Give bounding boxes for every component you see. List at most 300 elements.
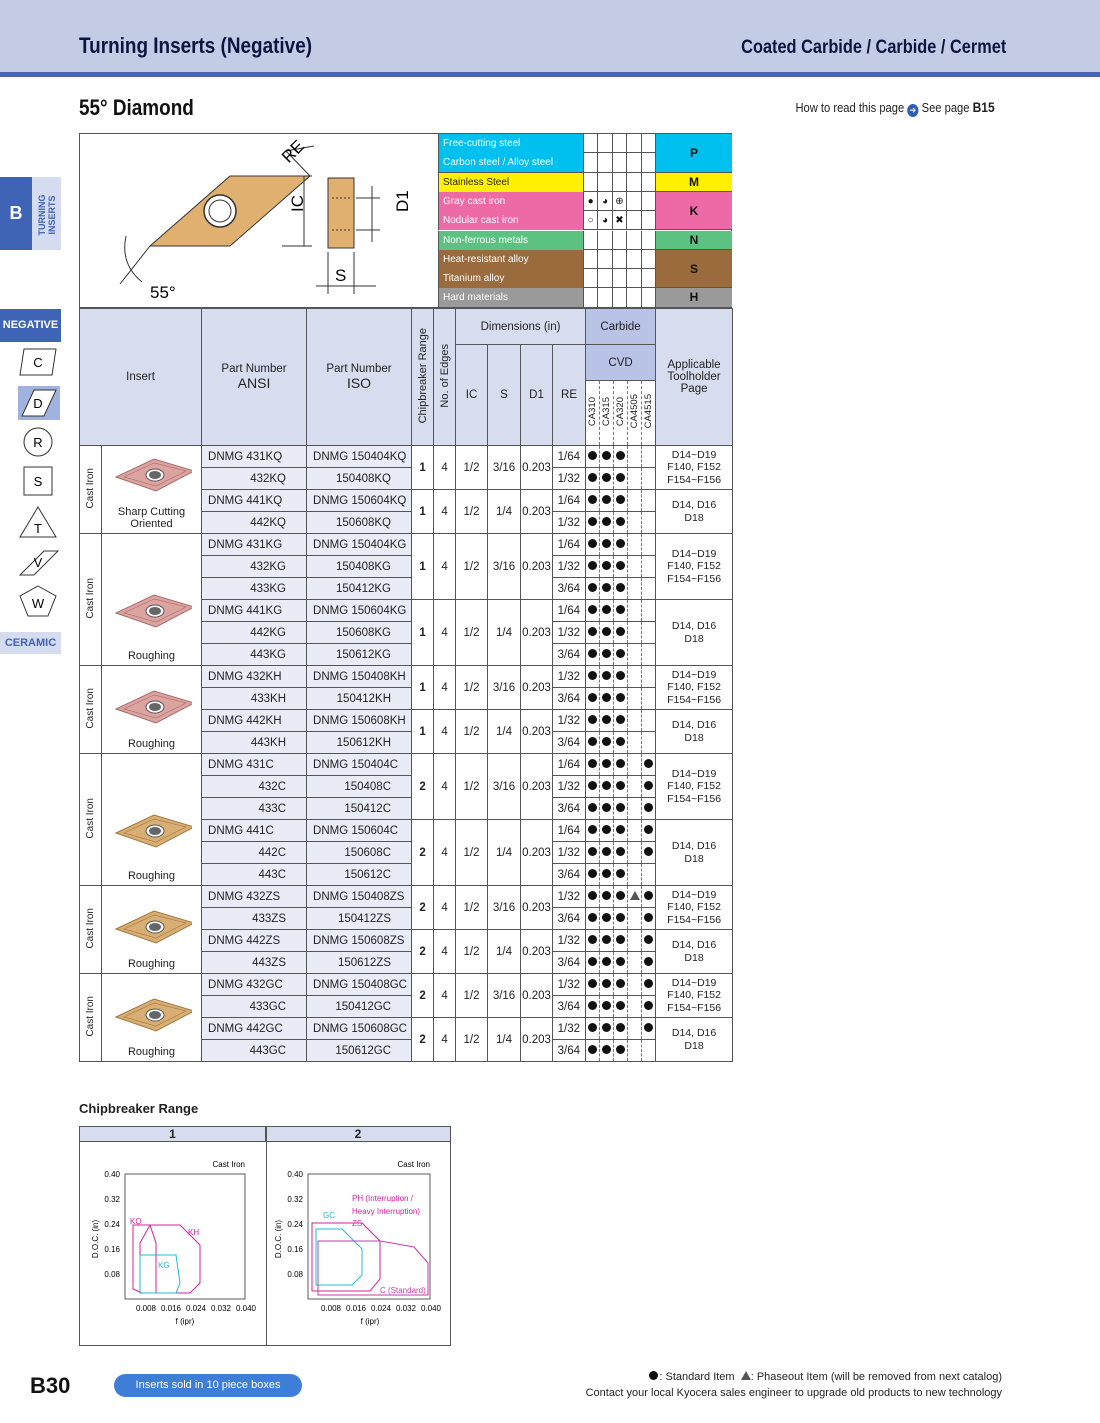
svg-text:0.040: 0.040	[235, 1304, 257, 1313]
standard-item-dot-icon	[602, 869, 611, 878]
part-number-iso: 150612C	[307, 864, 412, 886]
dim-re: 3/64	[553, 864, 586, 886]
d1-label: D1	[393, 190, 412, 212]
dim-s: 3/16	[488, 446, 521, 490]
grade-availability	[628, 710, 642, 732]
standard-item-dot-icon	[602, 495, 611, 504]
insert-image-cell	[102, 886, 202, 974]
dim-d1: 0.203	[521, 490, 553, 534]
dim-edges: 4	[434, 820, 456, 886]
grade-availability	[586, 996, 600, 1018]
standard-item-dot-icon	[602, 539, 611, 548]
col-cvd: CVD	[586, 345, 656, 381]
grade-availability	[600, 446, 614, 468]
toolholder-pages[interactable]: D14~D19 F140, F152 F154~F156	[656, 446, 733, 490]
standard-item-dot-icon	[602, 649, 611, 658]
material-grade-cell	[626, 211, 640, 230]
material-grade-cell	[597, 153, 611, 172]
col-pn-iso	[307, 309, 412, 446]
toolholder-pages[interactable]: D14, D16 D18	[656, 490, 733, 534]
standard-item-dot-icon	[602, 781, 611, 790]
grade-availability	[642, 490, 656, 512]
table-row[interactable]	[80, 754, 733, 776]
grade-availability	[614, 842, 628, 864]
grade-availability	[614, 622, 628, 644]
chipbreaker-range-cell: 2	[412, 754, 434, 820]
standard-item-dot-icon	[644, 1001, 653, 1010]
material-grade-cell	[583, 250, 597, 269]
phaseout-triangle-icon	[741, 1371, 751, 1380]
toolholder-pages[interactable]: D14~D19 F140, F152 F154~F156	[656, 886, 733, 930]
dim-re: 3/64	[553, 578, 586, 600]
dim-re: 1/64	[553, 490, 586, 512]
material-group-s: S	[655, 250, 732, 289]
part-number-ansi: 443C	[202, 864, 307, 886]
tab-ceramic[interactable]: CERAMIC	[0, 632, 61, 654]
toolholder-pages[interactable]: D14~D19 F140, F152 F154~F156	[656, 666, 733, 710]
dim-re: 1/64	[553, 754, 586, 776]
dim-edges: 4	[434, 666, 456, 710]
chipbreaker-range-cell: 2	[412, 886, 434, 930]
standard-item-dot-icon	[602, 583, 611, 592]
material-grade-cell: ◕	[597, 211, 611, 230]
dim-d1: 0.203	[521, 446, 553, 490]
grade-availability	[642, 908, 656, 930]
boxes-note-button[interactable]: Inserts sold in 10 piece boxes	[114, 1374, 302, 1397]
grade-availability	[642, 930, 656, 952]
chipbreaker-charts	[80, 1143, 450, 1345]
grade-availability	[586, 754, 600, 776]
tab-turning-inserts[interactable]	[32, 177, 61, 250]
dim-d1: 0.203	[521, 754, 553, 820]
standard-item-dot-icon	[602, 737, 611, 746]
part-number-ansi: 433KH	[202, 688, 307, 710]
standard-item-dot-icon	[588, 671, 597, 680]
grade-availability	[586, 1018, 600, 1040]
dim-edges: 4	[434, 534, 456, 600]
grade-availability	[614, 974, 628, 996]
tab-shape-c[interactable]	[18, 345, 60, 379]
dim-d1: 0.203	[521, 974, 553, 1018]
col-chipbreaker-label: Chipbreaker Range	[416, 327, 429, 424]
part-number-iso: 150612KG	[307, 644, 412, 666]
angle-label: 55°	[150, 283, 176, 302]
svg-text:D.O.C. (in): D.O.C. (in)	[91, 1219, 100, 1259]
standard-item-dot-icon	[602, 935, 611, 944]
part-number-ansi: 433ZS	[202, 908, 307, 930]
grade-availability	[586, 644, 600, 666]
grade-availability	[628, 622, 642, 644]
part-number-ansi: 432KG	[202, 556, 307, 578]
grade-availability	[614, 512, 628, 534]
svg-text:0.40: 0.40	[104, 1170, 120, 1179]
standard-item-dot-icon	[602, 891, 611, 900]
standard-item-dot-icon	[588, 1045, 597, 1054]
standard-item-dot-icon	[588, 957, 597, 966]
standard-item-dot-icon	[616, 561, 625, 570]
standard-item-dot-icon	[588, 781, 597, 790]
material-label: Stainless Steel	[438, 173, 583, 192]
standard-item-dot-icon	[644, 1023, 653, 1032]
standard-item-dot-icon	[588, 517, 597, 526]
tab-negative[interactable]: NEGATIVE	[0, 309, 61, 342]
material-grade-cell	[597, 288, 611, 307]
svg-text:0.032: 0.032	[210, 1304, 232, 1313]
svg-text:0.40: 0.40	[287, 1170, 303, 1179]
dim-re: 3/64	[553, 952, 586, 974]
dim-re: 3/64	[553, 644, 586, 666]
svg-text:0.24: 0.24	[104, 1220, 120, 1229]
cb-col-1: 1	[80, 1127, 266, 1142]
toolholder-pages[interactable]: D14~D19 F140, F152 F154~F156	[656, 534, 733, 600]
standard-item-dot-icon	[644, 957, 653, 966]
standard-item-dot-icon	[588, 495, 597, 504]
part-number-iso: DNMG 150608ZS	[307, 930, 412, 952]
svg-text:0.008: 0.008	[135, 1304, 157, 1313]
standard-item-dot-icon	[588, 473, 597, 482]
dim-d1: 0.203	[521, 820, 553, 886]
svg-text:0.08: 0.08	[287, 1270, 303, 1279]
table-row[interactable]	[80, 534, 733, 556]
table-row[interactable]	[80, 666, 733, 688]
standard-item-dot-icon	[616, 715, 625, 724]
svg-text:0.24: 0.24	[287, 1220, 303, 1229]
standard-item-dot-icon	[588, 847, 597, 856]
grade-ca320: CA320	[614, 381, 628, 446]
standard-item-dot-icon	[616, 605, 625, 614]
standard-item-dot-icon	[588, 605, 597, 614]
tab-turning-label: TURNING INSERTS	[37, 194, 57, 236]
standard-item-dot-icon	[588, 583, 597, 592]
material-grade-cell	[641, 231, 655, 250]
part-number-ansi: 442C	[202, 842, 307, 864]
tab-shape-letter: R	[33, 435, 43, 450]
tab-shape-v[interactable]	[18, 545, 60, 579]
standard-item-dot-icon	[602, 957, 611, 966]
svg-text:0.016: 0.016	[160, 1304, 182, 1313]
material-group-p: P	[655, 134, 732, 173]
standard-item-dot-icon	[616, 495, 625, 504]
tab-shape-d[interactable]	[18, 386, 60, 420]
material-group-m: M	[655, 173, 732, 192]
chipbreaker-range-cell: 2	[412, 1018, 434, 1062]
dim-re: 1/32	[553, 974, 586, 996]
material-grade-cell: ●	[583, 192, 597, 211]
toolholder-pages[interactable]: D14, D16 D18	[656, 600, 733, 666]
grade-availability	[614, 1040, 628, 1062]
table-row[interactable]	[80, 886, 733, 908]
grade-availability	[614, 732, 628, 754]
grade-availability	[642, 732, 656, 754]
toolholder-pages[interactable]: D14, D16 D18	[656, 930, 733, 974]
dim-re: 3/64	[553, 996, 586, 1018]
material-grade-cell	[612, 288, 626, 307]
part-number-iso: DNMG 150408GC	[307, 974, 412, 996]
standard-item-dot-icon	[616, 825, 625, 834]
grade-availability	[614, 688, 628, 710]
grade-availability	[642, 468, 656, 490]
standard-item-dot-icon	[644, 913, 653, 922]
part-number-iso: DNMG 150408ZS	[307, 886, 412, 908]
grade-availability	[628, 974, 642, 996]
dim-re: 1/64	[553, 534, 586, 556]
grade-availability	[600, 490, 614, 512]
work-material-cell: Cast Iron	[80, 886, 102, 974]
dim-edges: 4	[434, 886, 456, 930]
grade-ca4515: CA4515	[642, 381, 656, 446]
how-to-read-link[interactable]	[796, 99, 995, 117]
grade-availability	[628, 688, 642, 710]
insert-image	[112, 683, 192, 727]
standard-item-dot-icon	[588, 715, 597, 724]
grade-availability	[586, 864, 600, 886]
col-insert: Insert	[80, 309, 202, 446]
grade-availability	[586, 820, 600, 842]
standard-item-dot-icon	[649, 1371, 658, 1380]
table-row[interactable]	[80, 446, 733, 468]
grade-availability	[586, 776, 600, 798]
insert-image-cell	[102, 754, 202, 886]
material-grade-cell: ◕	[597, 192, 611, 211]
grade-availability	[600, 468, 614, 490]
material-grade-cell	[583, 231, 597, 250]
standard-item-dot-icon	[616, 473, 625, 482]
standard-item-dot-icon	[588, 869, 597, 878]
grade-availability	[600, 842, 614, 864]
grade-availability	[628, 490, 642, 512]
grade-availability	[600, 886, 614, 908]
dim-s: 3/16	[488, 666, 521, 710]
grade-availability	[642, 1018, 656, 1040]
standard-item-dot-icon	[616, 781, 625, 790]
material-grade-cell: ✖	[612, 211, 626, 230]
grade-availability	[600, 732, 614, 754]
grade-availability	[642, 952, 656, 974]
standard-item-dot-icon	[644, 935, 653, 944]
material-grade-cell	[597, 250, 611, 269]
part-number-ansi: 443ZS	[202, 952, 307, 974]
standard-item-dot-icon	[644, 825, 653, 834]
svg-text:0.32: 0.32	[104, 1195, 120, 1204]
dim-ic: 1/2	[456, 820, 488, 886]
svg-text:KG: KG	[158, 1261, 170, 1270]
dim-re: 1/32	[553, 842, 586, 864]
material-group-n: N	[655, 231, 732, 250]
svg-text:f (ipr): f (ipr)	[360, 1317, 380, 1326]
standard-item-dot-icon	[588, 649, 597, 658]
grade-availability	[600, 908, 614, 930]
dim-re: 1/32	[553, 886, 586, 908]
work-material-cell: Cast Iron	[80, 666, 102, 754]
grade-availability	[586, 1040, 600, 1062]
grade-availability	[614, 996, 628, 1018]
grade-availability	[642, 798, 656, 820]
part-number-iso: 150408KQ	[307, 468, 412, 490]
dim-re: 1/32	[553, 512, 586, 534]
see-page-ref: B15	[972, 99, 995, 115]
toolholder-pages[interactable]: D14, D16 D18	[656, 710, 733, 754]
col-toolholder: Applicable Toolholder Page	[656, 309, 733, 446]
material-grade-cell	[583, 269, 597, 288]
dim-d1: 0.203	[521, 534, 553, 600]
grade-availability	[600, 512, 614, 534]
grade-availability	[586, 710, 600, 732]
insert-image-cell	[102, 974, 202, 1062]
standard-item-dot-icon	[602, 759, 611, 768]
standard-item-dot-icon	[602, 671, 611, 680]
standard-item-dot-icon	[644, 781, 653, 790]
svg-text:PH (Interruption /: PH (Interruption /	[352, 1194, 413, 1203]
arrow-right-icon: ➔	[908, 104, 919, 117]
col-dimensions: Dimensions (in)	[456, 309, 586, 345]
dim-ic: 1/2	[456, 534, 488, 600]
material-grade-cell	[583, 134, 597, 153]
grade-availability	[600, 754, 614, 776]
standard-item-dot-icon	[616, 847, 625, 856]
dim-d1: 0.203	[521, 930, 553, 974]
table-row[interactable]	[80, 974, 733, 996]
part-number-ansi: 432C	[202, 776, 307, 798]
dim-re: 3/64	[553, 1040, 586, 1062]
dim-re: 1/32	[553, 556, 586, 578]
material-grade-cell	[641, 134, 655, 153]
chipbreaker-range-cell: 1	[412, 534, 434, 600]
insert-image-cell	[102, 666, 202, 754]
material-grade-cell	[612, 153, 626, 172]
standard-item-dot-icon	[602, 803, 611, 812]
grade-availability	[600, 600, 614, 622]
svg-text:GC: GC	[323, 1211, 335, 1220]
insert-image	[112, 903, 192, 947]
grade-availability	[600, 666, 614, 688]
grade-availability	[600, 534, 614, 556]
dim-s: 1/4	[488, 710, 521, 754]
part-number-ansi: 443KG	[202, 644, 307, 666]
col-pn-ansi-l1: Part Number	[221, 363, 287, 375]
col-carbide: Carbide	[586, 309, 656, 345]
chipbreaker-range-cell: 2	[412, 974, 434, 1018]
work-material-cell: Cast Iron	[80, 974, 102, 1062]
svg-text:0.16: 0.16	[287, 1245, 303, 1254]
part-number-ansi: DNMG 442ZS	[202, 930, 307, 952]
grade-availability	[628, 1018, 642, 1040]
phaseout-triangle-icon	[630, 891, 640, 900]
tab-shape-t[interactable]	[18, 505, 60, 539]
material-grade-cell	[583, 153, 597, 172]
grade-availability	[642, 578, 656, 600]
part-number-ansi: DNMG 432KH	[202, 666, 307, 688]
tab-shape-letter: C	[33, 355, 43, 370]
dim-re: 1/32	[553, 468, 586, 490]
tab-section-b[interactable]: B	[0, 177, 32, 250]
grade-availability	[586, 622, 600, 644]
tab-shape-letter: S	[33, 474, 43, 489]
toolholder-pages[interactable]: D14~D19 F140, F152 F154~F156	[656, 974, 733, 1018]
svg-text:D.O.C. (in): D.O.C. (in)	[274, 1219, 283, 1259]
grade-availability	[628, 754, 642, 776]
work-material-cell: Cast Iron	[80, 754, 102, 886]
standard-item-dot-icon	[616, 737, 625, 746]
see-page-label: See page	[921, 100, 970, 115]
tab-shape-r[interactable]	[18, 425, 60, 459]
grade-availability	[614, 446, 628, 468]
dim-re: 3/64	[553, 688, 586, 710]
grade-availability	[628, 446, 642, 468]
grade-availability	[586, 908, 600, 930]
grade-availability	[614, 754, 628, 776]
grade-availability	[628, 996, 642, 1018]
standard-item-dot-icon	[588, 803, 597, 812]
tab-shape-w[interactable]	[18, 584, 60, 618]
dim-edges: 4	[434, 974, 456, 1018]
grade-availability	[642, 842, 656, 864]
grade-availability	[628, 556, 642, 578]
insert-image	[112, 807, 192, 851]
standard-item-dot-icon	[602, 825, 611, 834]
standard-item-dot-icon	[644, 891, 653, 900]
material-grade-cell	[597, 173, 611, 192]
grade-availability	[600, 864, 614, 886]
grade-availability	[642, 1040, 656, 1062]
svg-text:0.032: 0.032	[395, 1304, 417, 1313]
standard-item-dot-icon	[644, 847, 653, 856]
tab-shape-s[interactable]	[18, 464, 60, 498]
material-grade-cell	[641, 153, 655, 172]
standard-item-dot-icon	[602, 1023, 611, 1032]
dim-s: 3/16	[488, 754, 521, 820]
grade-availability	[600, 710, 614, 732]
part-number-iso: DNMG 150604KQ	[307, 490, 412, 512]
grade-availability	[600, 688, 614, 710]
grade-availability	[586, 732, 600, 754]
col-edges-label: No. of Edges	[438, 343, 451, 408]
dim-re: 3/64	[553, 798, 586, 820]
dim-re: 1/32	[553, 776, 586, 798]
dim-ic: 1/2	[456, 754, 488, 820]
dim-re: 1/32	[553, 666, 586, 688]
dim-s: 1/4	[488, 1018, 521, 1062]
grade-availability	[586, 666, 600, 688]
dim-d1: 0.203	[521, 600, 553, 666]
dim-edges: 4	[434, 446, 456, 490]
svg-text:0.32: 0.32	[287, 1195, 303, 1204]
c1-material: Cast Iron	[212, 1160, 245, 1169]
toolholder-pages[interactable]: D14, D16 D18	[656, 1018, 733, 1062]
standard-item-dot-icon	[602, 693, 611, 702]
chipbreaker-range-cell: 2	[412, 930, 434, 974]
dim-ic: 1/2	[456, 974, 488, 1018]
grade-availability	[628, 1040, 642, 1062]
grade-availability	[600, 974, 614, 996]
svg-text:KH: KH	[188, 1228, 200, 1237]
part-number-iso: 150408C	[307, 776, 412, 798]
svg-text:0.024: 0.024	[185, 1304, 207, 1313]
material-grade-cell	[612, 269, 626, 288]
grade-availability	[614, 1018, 628, 1040]
tab-shape-letter: V	[33, 555, 43, 570]
svg-text:Heavy Interruption): Heavy Interruption)	[352, 1207, 421, 1216]
dim-re: 1/64	[553, 446, 586, 468]
chipbreaker-range-cell: 1	[412, 490, 434, 534]
header-divider	[0, 72, 1100, 77]
toolholder-pages[interactable]: D14~D19 F140, F152 F154~F156	[656, 754, 733, 820]
material-grade-cell	[641, 173, 655, 192]
chipbreaker-range-cell: 1	[412, 600, 434, 666]
toolholder-pages[interactable]: D14, D16 D18	[656, 820, 733, 886]
grade-availability	[642, 644, 656, 666]
grade-availability	[600, 1040, 614, 1062]
material-grade-cell	[626, 231, 640, 250]
